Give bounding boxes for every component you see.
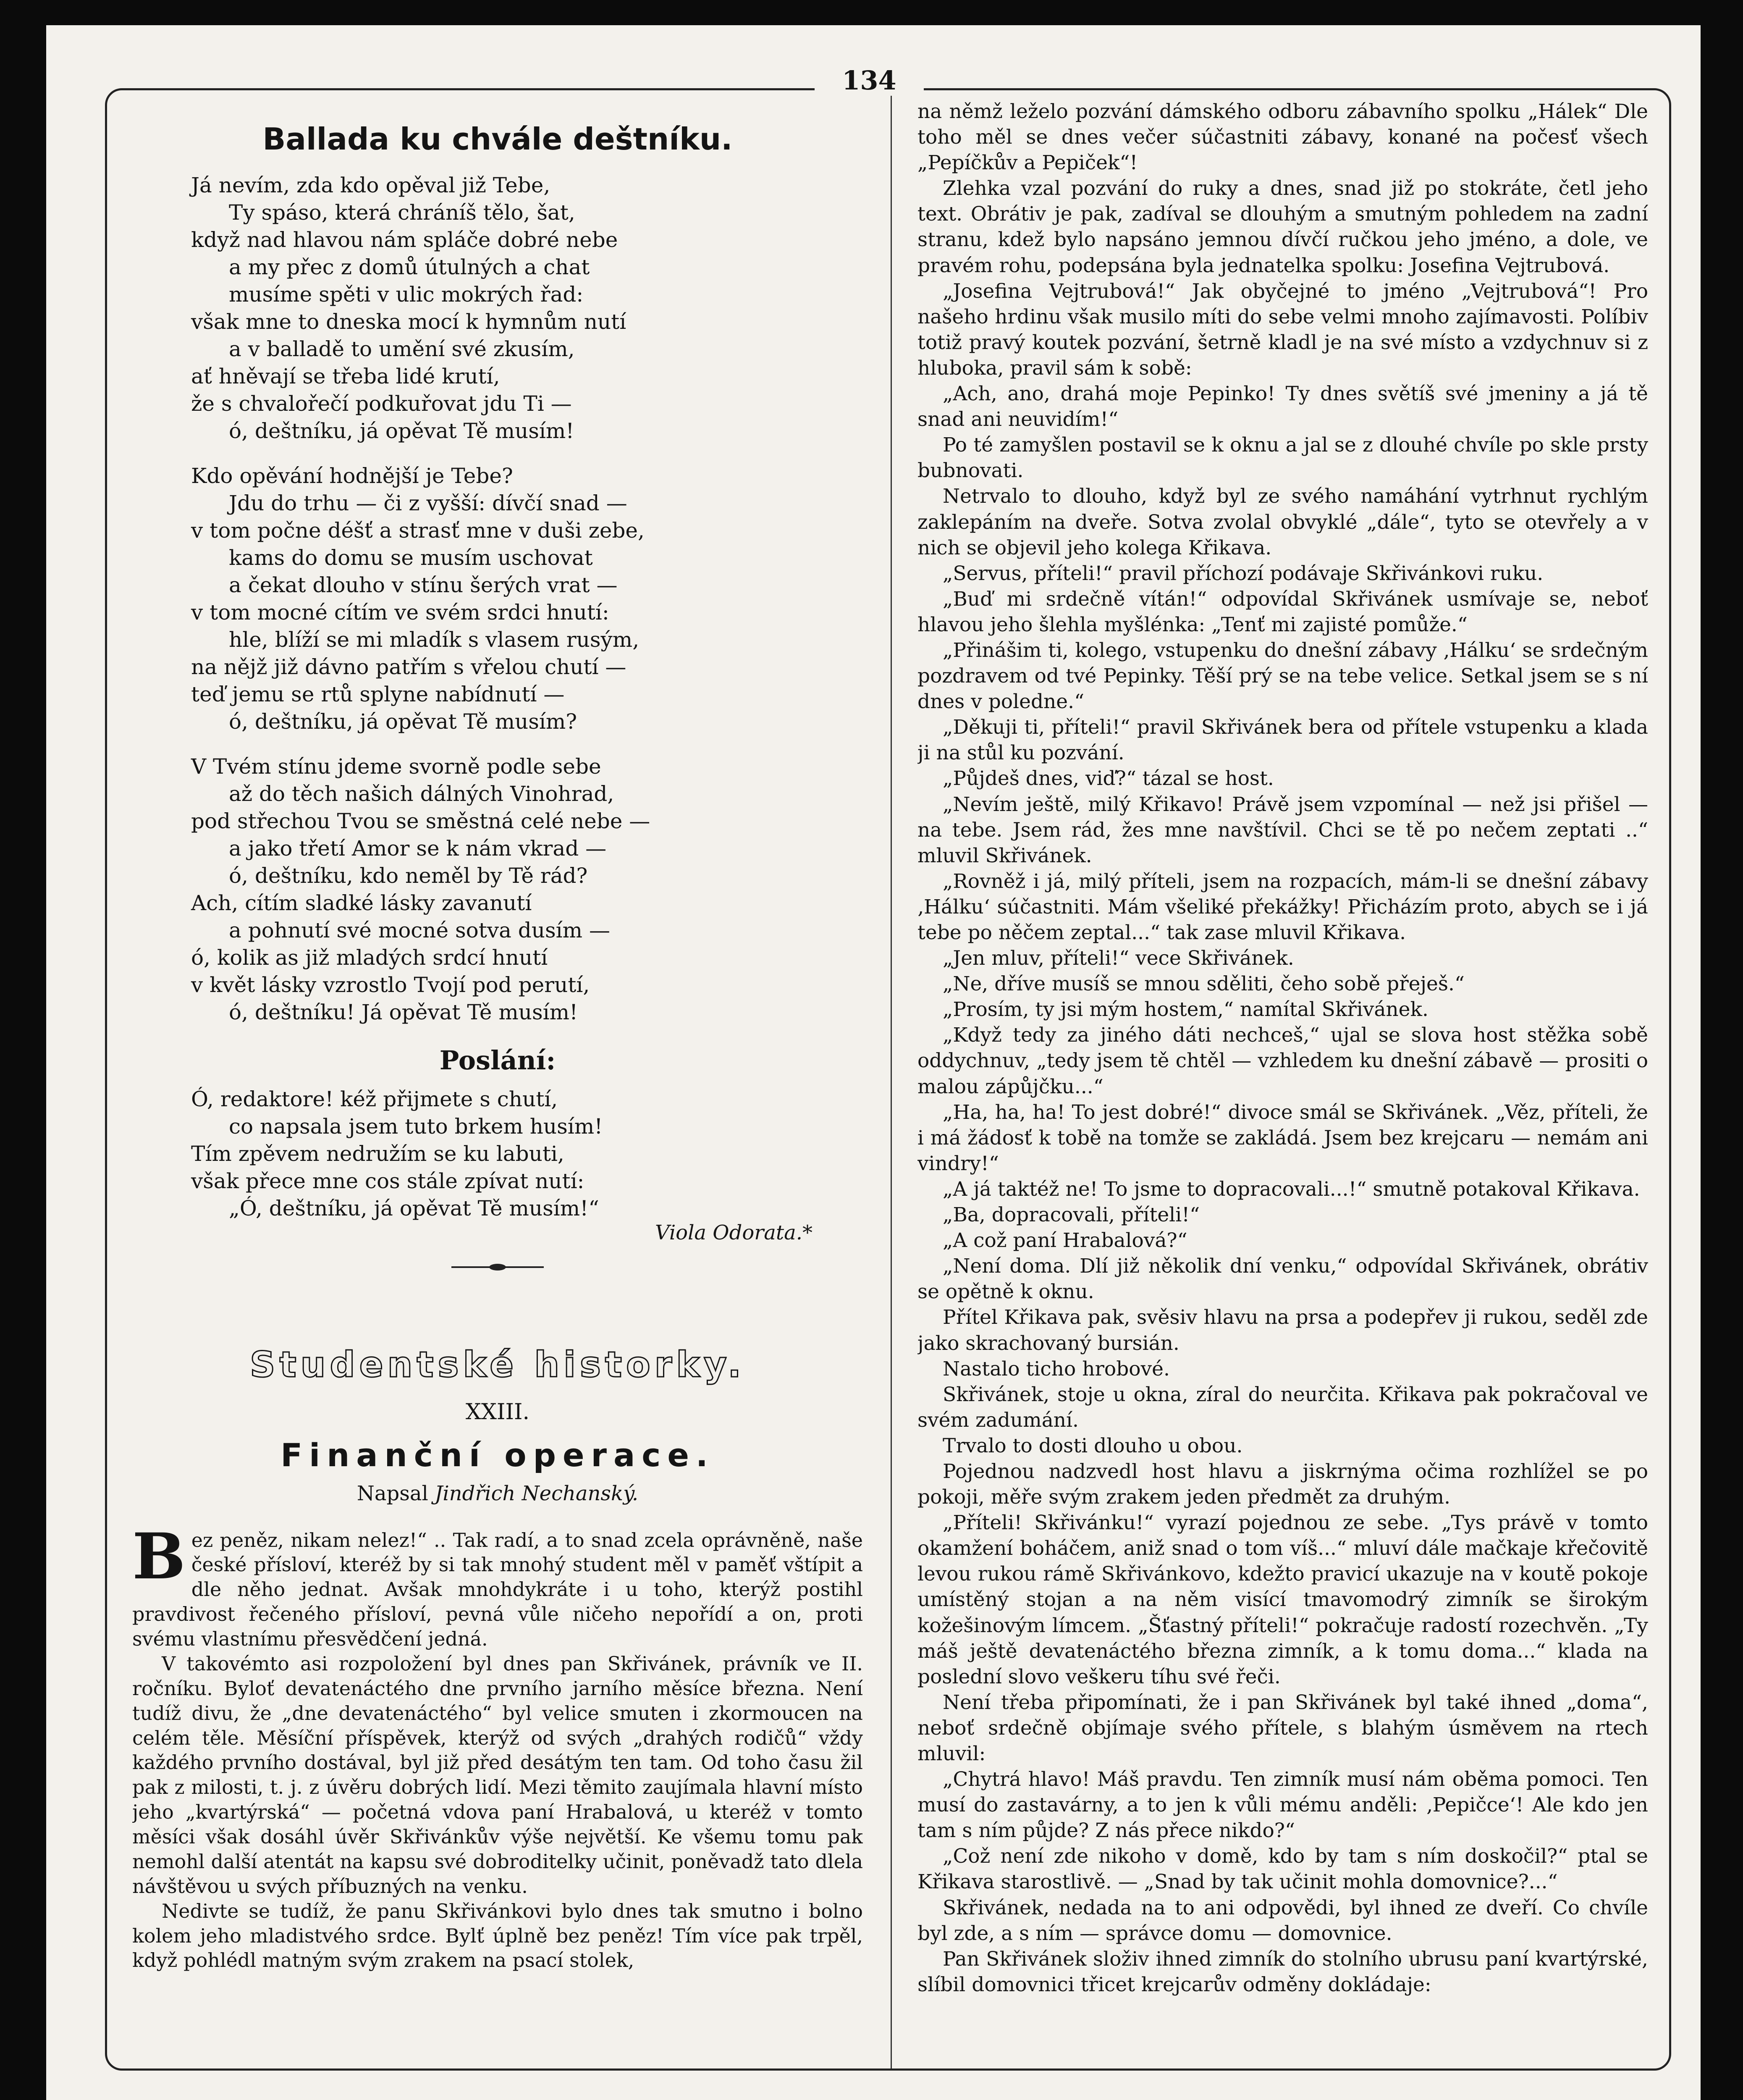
story-text-left [132,1519,863,1973]
poem-line: musíme spěti v ulic mokrých řad: [229,282,584,307]
paragraph: „Když tedy za jiného dáti nechceš,“ ujal se slova host stěžka sobě oddychnuv, „tedy jsem tě chtěl — vzhledem ku dnešní zábavě — prositi o malou zápůjčku...“ [917,1024,1648,1098]
poem-line: Já nevím, zda kdo opěval již Tebe, [191,173,550,197]
poem-line: když nad hlavou nám spláče dobré nebe [191,227,618,252]
poem-line: „Ó, deštníku, já opěvat Tě musím!“ [229,1196,599,1221]
poem-line: co napsala jsem tuto brkem husím! [229,1114,603,1139]
paragraph [132,1519,863,1651]
paragraph: V takovémto asi rozpoložení byl dnes pan Skřivánek, právník ve II. ročníku. Byloť devatenáctého dne prvního jarního měsíce března. Není tudíž divu, že „dne devatenáctého“ byl velice smuten i zkormoucen na celém těle. Měsíční příspěvek, kterýž od svých „drahých rodičů“ vždy každého prvního dostával, byl již před desátým ten tam. Od toho času žil pak z milosti, t. j. z úvěru dobrých lidí. Mezi těmito zaujímala hlavní místo jeho „kvartýrská“ — početná vdova paní Hrabalová, u kteréž v tomto měsíci však dosáhl úvěr Skřivánkův výše největší. Ke všemu tomu pak nemohl další atentát na kapsu své dobroditelky učinit, poněvadž tato dlela návštěvou u svých příbuzných na venku. [132,1652,863,1898]
paragraph: Po té zamyšlen postavil se k oknu a jal se z dlouhé chvíle po skle prsty bubnovati. [917,433,1648,483]
poem-line: kams do domu se musím uschovat [229,545,593,570]
poem-line: ať hněvají se třeba lidé krutí, [191,364,500,388]
byline-prefix: Napsal [356,1482,428,1506]
paragraph: „Ach, ano, drahá moje Pepinko! Ty dnes světíš své jmeniny a já tě snad ani neuvidím!“ [917,382,1648,431]
paragraph: „Ne, dříve musíš se mnou sděliti, čeho sobě přeješ.“ [943,972,1465,996]
paragraph: „Chytrá hlavo! Máš pravdu. Ten zimník musí nám oběma pomoci. Ten musí do zastavárny, a to jen k vůli mému anděli: ‚Pepičce‘! Ale kdo jen tam s ním půjde? Z nás přece nikdo?“ [917,1768,1648,1843]
poem-line: a jako třetí Amor se k nám vkrad — [229,836,607,861]
paragraph: Přítel Křikava pak, svěsiv hlavu na prsa a podepřev ji rukou, seděl zde jako skrachovaný bursián. [917,1306,1648,1355]
poem-line: v květ lásky vzrostlo Tvojí pod perutí, [191,972,590,997]
poem-line: a čekat dlouho v stínu šerých vrat — [229,572,618,597]
paragraph: Skřivánek, nedada na to ani odpovědi, byl ihned ze dveří. Co chvíle byl zde, a s ním — správce domu — domovnice. [917,1896,1648,1945]
paragraph: na němž leželo pozvání dámského odboru zábavního spolku „Hálek“ Dle toho měl se dnes večer súčastniti zábavy, konané na počesť všech „Pepíčkův a Pepiček“! [917,100,1648,175]
poem-line: ó, deštníku, kdo neměl by Tě rád? [229,863,588,888]
author-name: Jindřich Nechanský. [435,1482,639,1506]
poem-line: Ty spáso, která chráníš tělo, šat, [229,200,575,225]
envoi-title: Poslání: [439,1045,556,1076]
poem-line: hle, blíží se mi mladík s vlasem rusým, [229,627,640,652]
page [46,25,1701,2100]
stanza-1 [191,172,863,445]
paragraph: „Což není zde nikoho v domě, kdo by tam s ním doskočil?“ ptal se Křikava starostlivě. — „Snad by tak učinit mohla domovnice?...“ [917,1845,1648,1894]
paragraph: „Není doma. Dlí již několik dní venku,“ odpovídal Skřivánek, obrátiv se opětně k oknu. [917,1255,1648,1304]
paragraph: „Ha, ha, ha! To jest dobré!“ divoce smál se Skřivánek. „Věz, příteli, že i má žádosť k tobě na tomže se zakládá. Jsem bez krejcaru — nemám ani vindry!“ [917,1100,1648,1175]
paragraph: „Příteli! Skřivánku!“ vyrazí pojednou ze sebe. „Tys právě v tomto okamžení boháčem, aniž snad o tom víš...“ mluví dále mačkaje křečovitě levou rukou rámě Skřivánkovo, kdežto pravicí ukazuje na v koutě pokoje umístěný stojan a na něm visící tmavomodrý zimník se širokým kožešinovým límcem. „Šťastný příteli!“ pokračuje radostí rozechvěn. „Ty máš ještě devatenáctého března zimník, a k tomu doma...“ klada na poslední slovo veškeru tíhu své řeči. [917,1511,1648,1688]
signature: Viola Odorata.* [655,1221,813,1245]
poem-line: a pohnutí své mocné sotva dusím — [229,918,610,942]
paragraph: „Přinášim ti, kolego, vstupenku do dnešní zábavy ‚Hálku‘ se srdečným pozdravem od tvé Pepinky. Těší prý se na tebe velice. Setkal jsem se s ní dnes v poledne.“ [917,638,1648,714]
ornament-divider [451,1263,544,1270]
poem-line: pod střechou Tvou se směstná celé nebe — [191,808,650,833]
page-frame [105,88,1671,2071]
page-number: 134 [815,65,924,96]
poem-line: ó, deštníku, já opěvat Tě musím? [229,709,577,734]
poem-line: Ach, cítím sladké lásky zavanutí [191,890,532,915]
paragraph: „Rovněž i já, milý příteli, jsem na rozpacích, mám-li se dnešní zábavy ‚Hálku‘ súčastniti. Mám všeliké překážky! Přicházím proto, abych se i já tebe po něčem zeptal...“ tak zase mluvil Křikava. [917,869,1648,944]
paragraph: Trvalo to dosti dlouho u obou. [943,1434,1243,1457]
poem-line: ó, deštníku, já opěvat Tě musím! [229,418,574,443]
poem-line: Kdo opěvání hodnější je Tebe? [191,463,513,488]
poem-line: V Tvém stínu jdeme svorně podle sebe [191,754,601,779]
poem-line: a v balladě to umění své zkusím, [229,336,575,361]
paragraph: „Buď mi srdečně vítán!“ odpovídal Skřivánek usmívaje se, neboť hlavou jeho šlehla myšlénka: „Tenť mi zajisté pomůže.“ [917,587,1648,636]
paragraph: Pojednou nadzvedl host hlavu a jiskrnýma očima rozhlížel se po pokoji, měře svým zrakem jeden předmět za druhým. [917,1460,1648,1509]
poem-line: teď jemu se rtů splyne nabídnutí — [191,682,565,706]
poem-line: ó, deštníku! Já opěvat Tě musím! [229,1000,578,1024]
poem-line: v tom mocné cítím ve svém srdci hnutí: [191,600,609,625]
poem-line: že s chvalořečí podkuřovat jdu Ti — [191,391,572,416]
paragraph-text: ez peněz, nikam nelez!“ .. Tak radí, a to snad zcela oprávněně, naše české přísloví, kteréž by si tak mnohý student měl v paměť vštípit a dle něho jednat. Avšak mnohdykráte i u toho, kterýž postihl pravdivost řečeného přísloví, pevná vůle ničeho nepořídí a on, proti svému vlastnímu přesvědčení jedná. [132,1528,863,1651]
paragraph: „Děkuji ti, příteli!“ pravil Skřivánek bera od přítele vstupenku a klada ji na stůl ku pozvání. [917,716,1648,765]
paragraph: Netrvalo to dlouho, když byl ze svého namáhání vytrhnut rychlým zaklepáním na dveře. Sotva zvolal obvyklé „dále“, tyto se otevřely a v nich se objevil jeho kolega Křikava. [917,485,1648,559]
paragraph: Nastalo ticho hrobové. [943,1357,1170,1381]
paragraph: Není třeba připomínati, že i pan Skřivánek byl také ihned „doma“, neboť srdečně objímaje svého přítele, s blahým úsměvem na rtech mluvil: [917,1690,1648,1765]
paragraph: Skřivánek, stoje u okna, zíral do neurčita. Křikava pak pokračoval ve svém zadumání. [917,1383,1648,1432]
stanza-3 [191,753,863,1026]
series-title: Studentské historky. [249,1344,746,1385]
paragraph: „A já taktéž ne! To jsme to dopracovali...!“ smutně potakoval Křikava. [943,1177,1640,1201]
paragraph: „A což paní Hrabalová?“ [943,1229,1187,1252]
right-column [917,99,1648,2056]
poem-line: však mne to dneska mocí k hymnům nutí [191,309,626,334]
paragraph: „Půjdeš dnes, viď?“ tázal se host. [943,767,1274,790]
paragraph: „Nevím ještě, milý Křikavo! Právě jsem vzpomínal — než jsi přišel — na tebe. Jsem rád, žes mne navštívil. Chci se tě po nečem zeptati ..“ mluvil Skřivánek. [917,793,1648,867]
series-number: XXIII. [465,1399,530,1425]
drop-cap: B [132,1519,186,1593]
poem-line: na nějž již dávno patřím s vřelou chutí — [191,654,626,679]
poem-line: však přece mne cos stále zpívat nutí: [191,1169,584,1194]
poem-line: ó, kolik as již mladých srdcí hnutí [191,945,548,970]
ballad-poem [191,172,863,1026]
left-column [132,99,863,2056]
ballad-title: Ballada ku chvále deštníku. [262,121,733,157]
paragraph: Nedivte se tudíž, že panu Skřivánkovi bylo dnes tak smutno i bolno kolem jeho mladistvého srdce. Bylť úplně bez peněz! Tím více pak trpěl, když pohlédl matným svým zrakem na psací stolek, [132,1899,863,1972]
poem-line: v tom počne déšť a strasť mne v duši zebe, [191,518,645,543]
poem-line: Ó, redaktore! kéž přijmete s chutí, [191,1087,558,1112]
paragraph: Zlehka vzal pozvání do ruky a dnes, snad již po stokráte, četl jeho text. Obrátiv je pak, zadíval se dlouhým a smutným pohledem na zadní stranu, kdež bylo napsáno jemnou dívčí ručkou jeho jméno, a dole, ve pravém rohu, podepsána byla jednatelka spolku: Josefina Vejtrubová. [917,177,1648,277]
envoi [191,1086,863,1222]
paragraph: „Servus, příteli!“ pravil příchozí podávaje Skřivánkovi ruku. [943,562,1544,585]
paragraph: „Jen mluv, příteli!“ vece Skřivánek. [943,947,1294,970]
byline [132,1480,863,1507]
poem-line: Tím zpěvem nedružím se ku labuti, [191,1142,564,1166]
story-title: Finanční operace. [280,1436,715,1474]
paragraph: „Prosím, ty jsi mým hostem,“ namítal Skřivánek. [943,998,1428,1021]
paragraph: Pan Skřivánek složiv ihned zimník do stolního ubrusu paní kvartýrské, slíbil domovnici třicet krejcarův odměny dokládaje: [917,1947,1648,1996]
stanza-2 [191,462,863,735]
paragraph: „Josefina Vejtrubová!“ Jak obyčejné to jméno „Vejtrubová“! Pro našeho hrdinu však musilo míti do sebe velmi mnoho zajímavosti. Políbiv totiž pravý koutek pozvání, šetrně kladl je na své místo a vzdychnuv si z hluboka, pravil sám k sobě: [917,279,1648,380]
paragraph: „Ba, dopracovali, příteli!“ [943,1203,1200,1227]
poem-line: Jdu do trhu — či z vyšší: dívčí snad — [229,491,627,515]
poem-line: a my přec z domů útulných a chat [229,255,590,279]
poem-line: až do těch našich dálných Vinohrad, [229,781,614,806]
column-divider [891,90,892,2068]
